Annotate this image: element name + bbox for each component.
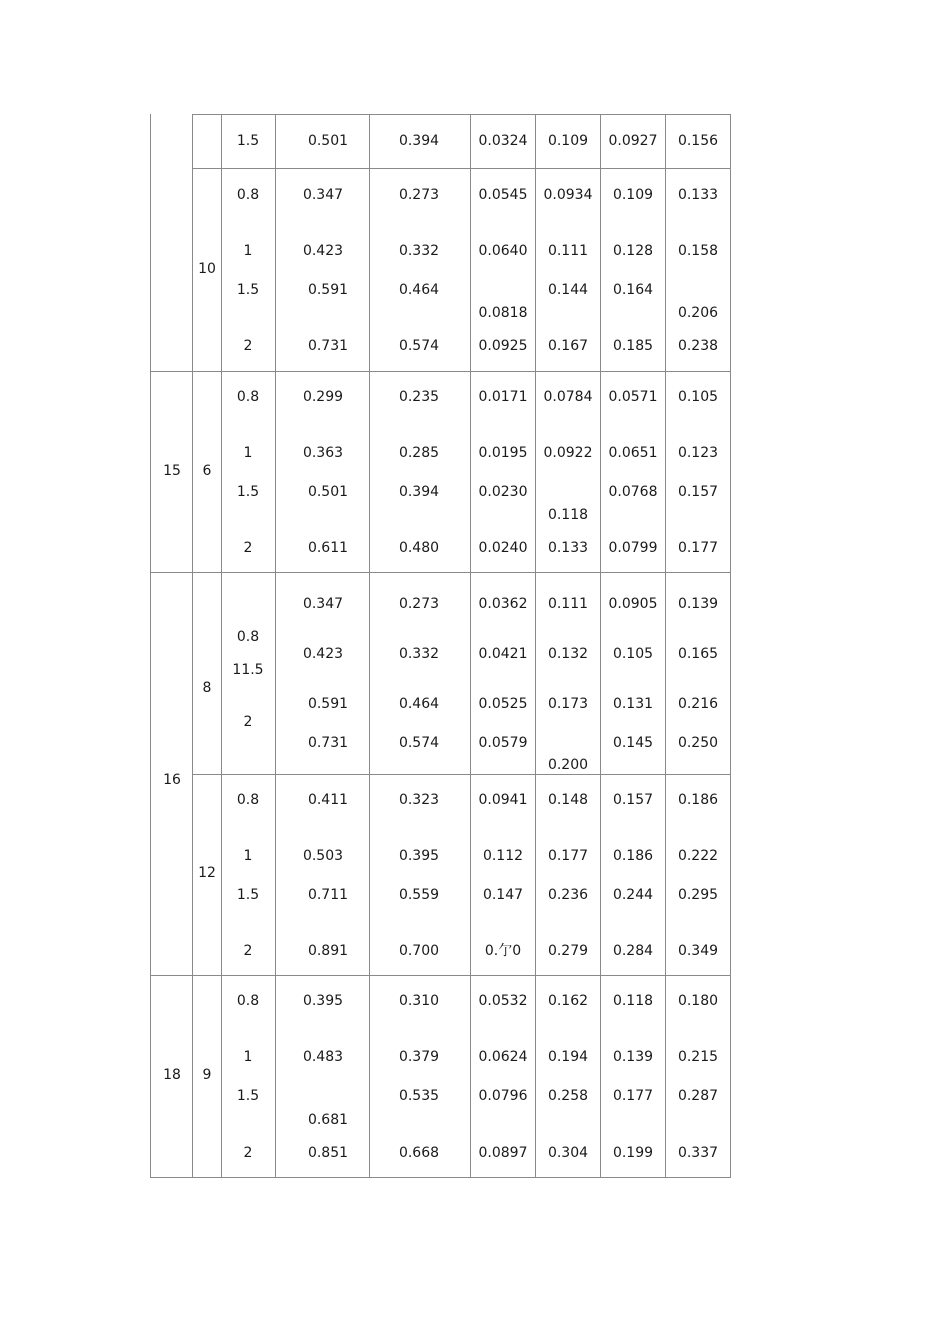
cell-value: 0.109: [612, 187, 654, 203]
cell-value: 0.0934: [543, 187, 593, 203]
cell-value: 0.148: [547, 792, 589, 808]
cell-value: 0.177: [612, 1088, 654, 1104]
cell-value: 0.173: [547, 696, 589, 712]
table-col-divider: [221, 114, 222, 1178]
cell-value: 0.139: [612, 1049, 654, 1065]
cell-value: 0.891: [307, 943, 349, 959]
cell-value: 0.167: [547, 338, 589, 354]
cell-value: 0.0922: [543, 445, 593, 461]
cell-value: 0.144: [547, 282, 589, 298]
cell-value: 0.363: [302, 445, 344, 461]
cell-value: 0.250: [677, 735, 719, 751]
cell-value: 0.215: [677, 1049, 719, 1065]
cell-value: 0.574: [398, 735, 440, 751]
cell-value: 0.285: [398, 445, 440, 461]
cell-value: 0.332: [398, 243, 440, 259]
cell-value: 0.0925: [478, 338, 528, 354]
cell-value: 0.287: [677, 1088, 719, 1104]
cell-value: 0.236: [547, 887, 589, 903]
cell-value: 0.0624: [478, 1049, 528, 1065]
cell-value: 0.131: [612, 696, 654, 712]
table-row-divider: [150, 975, 731, 976]
cell-value: 0.0421: [478, 646, 528, 662]
cell-param: 0.8: [236, 389, 260, 405]
cell-value: 0.0818: [478, 305, 528, 321]
cell-value: 0.0230: [478, 484, 528, 500]
cell-value: 0.133: [547, 540, 589, 556]
cell-param: 1: [243, 243, 253, 259]
cell-param: 1.5: [236, 1088, 260, 1104]
cell-value: 0.574: [398, 338, 440, 354]
cell-value: 0.194: [547, 1049, 589, 1065]
table-row-divider: [150, 371, 731, 372]
cell-value: 0.0784: [543, 389, 593, 405]
cell-value: 0.337: [677, 1145, 719, 1161]
cell-value: 0.200: [547, 757, 589, 773]
cell-value: 0.0640: [478, 243, 528, 259]
cell-value: 0.128: [612, 243, 654, 259]
cell-value: 0.591: [307, 282, 349, 298]
cell-value: 0.464: [398, 282, 440, 298]
cell-value: 0.177: [547, 848, 589, 864]
cell-value: 0.310: [398, 993, 440, 1009]
cell-param: 2: [243, 714, 253, 730]
cell-value: 0.222: [677, 848, 719, 864]
cell-value: 0.139: [677, 596, 719, 612]
cell-group-label: 12: [198, 865, 216, 881]
cell-value: 0.0324: [478, 133, 528, 149]
cell-value: 0.395: [302, 993, 344, 1009]
cell-group-label: 10: [198, 261, 216, 277]
cell-value: 0.105: [612, 646, 654, 662]
cell-value: 0.347: [302, 596, 344, 612]
cell-value: 0.0240: [478, 540, 528, 556]
cell-param: 2: [243, 540, 253, 556]
cell-group-label: 8: [202, 680, 212, 696]
cell-value: 0.332: [398, 646, 440, 662]
cell-value: 0.299: [302, 389, 344, 405]
cell-value: 0.132: [547, 646, 589, 662]
cell-value: 0.0532: [478, 993, 528, 1009]
cell-value: 0.591: [307, 696, 349, 712]
cell-value: 0.157: [612, 792, 654, 808]
cell-value: 0.700: [398, 943, 440, 959]
cell-param: 0.8: [236, 629, 260, 645]
cell-value: 0.133: [677, 187, 719, 203]
cell-value: 0.711: [307, 887, 349, 903]
cell-value: 0.123: [677, 445, 719, 461]
cell-param: 2: [243, 338, 253, 354]
cell-value: 0.0905: [608, 596, 658, 612]
table-col-divider: [600, 114, 601, 1178]
cell-value: 0.0897: [478, 1145, 528, 1161]
cell-value: 0.164: [612, 282, 654, 298]
table-border-left: [150, 114, 151, 1178]
cell-value: 0.273: [398, 596, 440, 612]
cell-value: 0.279: [547, 943, 589, 959]
cell-value: 0.0799: [608, 540, 658, 556]
cell-value: 0.0927: [608, 133, 658, 149]
table-col-divider: [470, 114, 471, 1178]
cell-value: 0.411: [307, 792, 349, 808]
cell-group-label: 9: [202, 1067, 212, 1083]
cell-value: 0.0195: [478, 445, 528, 461]
cell-value: 0.186: [677, 792, 719, 808]
cell-param: 0.8: [236, 792, 260, 808]
cell-value: 0.118: [612, 993, 654, 1009]
cell-value: 0.681: [307, 1112, 349, 1128]
table-row-divider: [192, 168, 731, 169]
table-border-right: [730, 114, 731, 1178]
cell-value: 0.105: [677, 389, 719, 405]
cell-value: 0.501: [307, 484, 349, 500]
cell-value: 0.535: [398, 1088, 440, 1104]
cell-value: 0.111: [547, 596, 589, 612]
cell-value: 0.0545: [478, 187, 528, 203]
cell-value: 0.111: [547, 243, 589, 259]
cell-value: 0.0941: [478, 792, 528, 808]
table-row-divider: [150, 572, 731, 573]
cell-param: 11.5: [232, 662, 264, 678]
cell-param: 2: [243, 1145, 253, 1161]
cell-value: 0.379: [398, 1049, 440, 1065]
cell-value: 0.206: [677, 305, 719, 321]
cell-value: 0.304: [547, 1145, 589, 1161]
cell-value: 0.165: [677, 646, 719, 662]
cell-value: 0.162: [547, 993, 589, 1009]
cell-value: 0.273: [398, 187, 440, 203]
table-border-bottom: [150, 1177, 731, 1178]
cell-value: 0.0525: [478, 696, 528, 712]
cell-value: 0.亇0: [484, 943, 522, 959]
table-row-divider: [192, 774, 731, 775]
cell-group-label: 6: [202, 463, 212, 479]
cell-param: 1.5: [236, 282, 260, 298]
cell-value: 0.851: [307, 1145, 349, 1161]
cell-value: 0.199: [612, 1145, 654, 1161]
cell-value: 0.109: [547, 133, 589, 149]
cell-value: 0.238: [677, 338, 719, 354]
cell-param: 1.5: [236, 133, 260, 149]
cell-value: 0.156: [677, 133, 719, 149]
table-row-divider: [192, 114, 731, 115]
cell-value: 0.0579: [478, 735, 528, 751]
table-col-divider: [369, 114, 370, 1178]
cell-value: 0.185: [612, 338, 654, 354]
cell-value: 0.611: [307, 540, 349, 556]
cell-value: 0.177: [677, 540, 719, 556]
table-col-divider: [275, 114, 276, 1178]
cell-value: 0.394: [398, 133, 440, 149]
cell-value: 0.0768: [608, 484, 658, 500]
cell-value: 0.0362: [478, 596, 528, 612]
cell-group-label: 18: [163, 1067, 181, 1083]
cell-value: 0.347: [302, 187, 344, 203]
cell-value: 0.464: [398, 696, 440, 712]
cell-value: 0.118: [547, 507, 589, 523]
table-col-divider: [665, 114, 666, 1178]
cell-value: 0.349: [677, 943, 719, 959]
cell-value: 0.147: [482, 887, 524, 903]
cell-value: 0.258: [547, 1088, 589, 1104]
cell-value: 0.235: [398, 389, 440, 405]
cell-value: 0.158: [677, 243, 719, 259]
cell-group-label: 16: [163, 772, 181, 788]
cell-value: 0.186: [612, 848, 654, 864]
cell-value: 0.323: [398, 792, 440, 808]
cell-value: 0.145: [612, 735, 654, 751]
cell-group-label: 15: [163, 463, 181, 479]
cell-param: 0.8: [236, 187, 260, 203]
cell-value: 0.0651: [608, 445, 658, 461]
cell-value: 0.244: [612, 887, 654, 903]
cell-value: 0.731: [307, 735, 349, 751]
cell-value: 0.483: [302, 1049, 344, 1065]
cell-param: 1: [243, 1049, 253, 1065]
cell-value: 0.480: [398, 540, 440, 556]
cell-param: 0.8: [236, 993, 260, 1009]
cell-param: 1.5: [236, 887, 260, 903]
cell-value: 0.295: [677, 887, 719, 903]
cell-value: 0.157: [677, 484, 719, 500]
cell-value: 0.668: [398, 1145, 440, 1161]
cell-value: 0.394: [398, 484, 440, 500]
cell-value: 0.216: [677, 696, 719, 712]
cell-value: 0.395: [398, 848, 440, 864]
cell-param: 1.5: [236, 484, 260, 500]
cell-value: 0.731: [307, 338, 349, 354]
cell-param: 1: [243, 848, 253, 864]
cell-value: 0.284: [612, 943, 654, 959]
cell-value: 0.559: [398, 887, 440, 903]
cell-value: 0.0571: [608, 389, 658, 405]
cell-value: 0.503: [302, 848, 344, 864]
cell-param: 2: [243, 943, 253, 959]
cell-value: 0.423: [302, 646, 344, 662]
table-col-divider: [192, 114, 193, 372]
cell-value: 0.0796: [478, 1088, 528, 1104]
cell-value: 0.423: [302, 243, 344, 259]
cell-value: 0.501: [307, 133, 349, 149]
table-col-divider: [535, 114, 536, 1178]
cell-value: 0.180: [677, 993, 719, 1009]
cell-value: 0.0171: [478, 389, 528, 405]
cell-value: 0.112: [482, 848, 524, 864]
cell-param: 1: [243, 445, 253, 461]
